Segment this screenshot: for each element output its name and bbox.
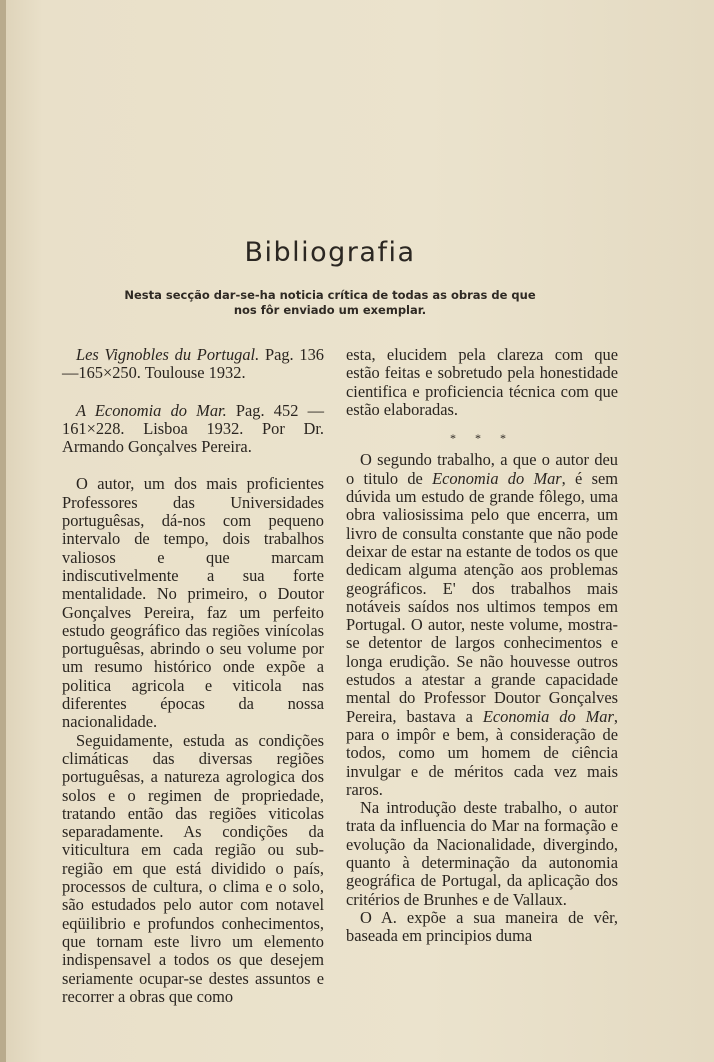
- entry-1-details: Pag. 136—165×250. Toulouse 1932.: [62, 345, 324, 383]
- bibliography-entry-1: [62, 346, 324, 383]
- review-paragraph: Seguidamente, estuda as condições climáticas das diversas regiões portuguêsas, a natureza agrologica dos solos e o regimen de propriedade, tratando então das regiões viticolas separadamente. As condições da viticultura em cada região ou sub-região em que está dividido o país, processos de cultura, o clima e o solo, são estudados pelo autor com notavel eqüilibrio e profundos conhecimentos, que tornam este livro um elemento indispensavel a todos os que desejem seriamente ocupar-se destes assuntos e recorrer a obras que como: [62, 730, 324, 1006]
- entry-2-title: A Economia do Mar.: [76, 400, 227, 420]
- book-title: Economia do Mar: [432, 468, 562, 488]
- review-paragraph: [346, 451, 618, 799]
- subtitle-line-1: Nesta secção dar-se-ha noticia crítica de todas as obras de que: [124, 288, 536, 302]
- review-paragraph: Na introdução deste trabalho, o autor trata da influencia do Mar na formação e evolução da Nacionalidade, divergindo, quanto à determinação da autonomia geográfica de Portugal, da aplicação dos critérios de Brunhes e de Vallaux.: [346, 798, 618, 909]
- left-column: [62, 346, 324, 1006]
- subtitle-line-2: nos fôr enviado um exemplar.: [233, 303, 427, 317]
- paragraph-text: , para o impôr e bem, à consideração de todos, como um homem de ciência invulgar e de méritos cada vez mais raros.: [346, 706, 618, 799]
- paragraph-text: , é sem dúvida um estudo de grande fôlego, uma obra valiosissima pelo que encerra, um livro de consulta constante que não pode deixar de estar na estante de todos os que dedicam alguma atenção aos problemas geográficos. E' dos trabalhos mais notáveis saídos nos ultimos tempos em Portugal. O autor, neste volume, mostra-se detentor de largos conhecimentos e longa erudição. Se não houvesse outros estudos a atestar a grande capacidade mental do Professor Doutor Gonçalves Pereira, bastava a: [346, 468, 618, 726]
- entry-2-details: Pag. 452 —161×228. Lisboa 1932. Por Dr. Armando Gonçalves Pereira.: [62, 400, 324, 457]
- section-separator: * * *: [450, 431, 514, 446]
- book-title: Economia do Mar: [482, 706, 614, 726]
- review-paragraph: O autor, um dos mais proficientes Professores das Universidades portuguêsas, dá-nos com pequeno intervalo de tempo, dois trabalhos valiosos e que marcam indiscutivelmente a sua forte mentalidade. No primeiro, o Doutor Gonçalves Pereira, faz um perfeito estudo geográfico das regiões vinícolas portuguêsas, abrindo o seu volume por um resumo histórico onde expõe a politica agricola e viticola nas diferentes épocas da nossa nacionalidade.: [62, 474, 324, 732]
- section-subtitle: [110, 288, 550, 318]
- review-paragraph: O A. expõe a sua maneira de vêr, baseada em principios duma: [346, 907, 618, 946]
- right-column: [346, 346, 618, 946]
- page-title: Bibliografia: [244, 237, 416, 268]
- paragraph-text: O segundo trabalho, a que o autor deu o titulo de: [346, 450, 618, 488]
- review-paragraph: esta, elucidem pela clareza com que estão feitas e sobretudo pela honestidade cientifica e proficiencia técnica com que estão elaboradas.: [346, 345, 618, 419]
- bibliography-entry-2: [62, 402, 324, 457]
- page-binding-edge: [0, 0, 6, 1062]
- entry-1-title: Les Vignobles du Portugal.: [76, 345, 260, 364]
